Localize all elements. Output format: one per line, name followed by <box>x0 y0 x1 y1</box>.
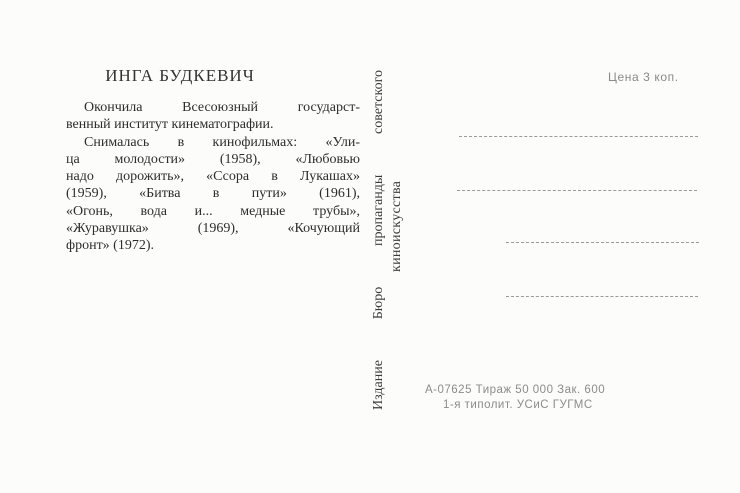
bio-line: Снималась в кинофильмах: «Ули- <box>84 134 360 150</box>
bio-line: (1959), «Битва в пути» (1961), <box>66 186 360 202</box>
publisher-line: Издание Бюро пропаганды советского <box>371 70 386 410</box>
publisher-vertical-text <box>370 70 410 410</box>
bio-line: Окончила Всесоюзный государст- <box>84 100 360 115</box>
imprint-line: 1-я типолит. УСиС ГУГМС <box>443 399 593 411</box>
biography-text <box>66 99 360 255</box>
bio-line: ца молодости» (1958), «Любовью <box>66 151 360 167</box>
printing-imprint <box>425 383 665 413</box>
address-line <box>506 296 698 297</box>
bio-line: надо дорожить», «Ссора в Лукашах» <box>66 169 360 185</box>
address-line <box>506 242 699 243</box>
address-line <box>457 190 697 191</box>
actress-name-title: ИНГА БУДКЕВИЧ <box>105 66 255 85</box>
bio-line: «Журавушка» (1969), «Кочующий <box>66 221 360 237</box>
bio-line: венный институт кинематографии. <box>66 117 274 133</box>
price-label: Цена 3 коп. <box>608 70 679 84</box>
bio-line: «Огонь, вода и... медные трубы», <box>66 203 360 219</box>
bio-line: фронт» (1972). <box>66 238 155 254</box>
imprint-line: А-07625 Тираж 50 000 Зак. 600 <box>425 384 606 396</box>
address-line <box>459 136 698 137</box>
publisher-line: киноискусства <box>389 180 404 272</box>
